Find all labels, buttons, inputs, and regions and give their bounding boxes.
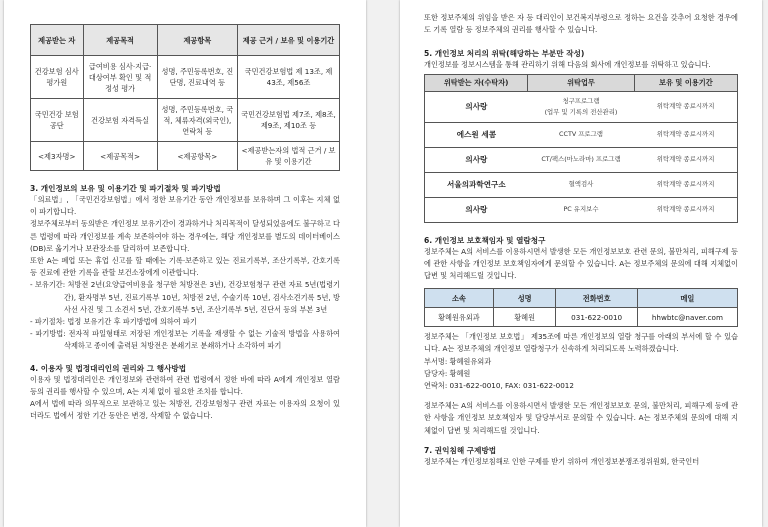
privacy-officer-table bbox=[424, 288, 738, 327]
table-header: 성명 bbox=[493, 289, 556, 308]
page-content bbox=[30, 24, 340, 422]
table-cell: 에스원 세콤 bbox=[425, 122, 528, 147]
table-row bbox=[425, 147, 738, 172]
paragraph: 이용자 및 법정대리인은 개인정보와 관련하여 관련 법령에서 정한 바에 따라 A에게 개인정보 열람 등의 권리를 행사할 수 있으며, A는 지체 없이 필요한 조치를 합니다. bbox=[30, 374, 340, 396]
table-cell: 위탁계약 종료시까지 bbox=[634, 197, 737, 222]
table-row bbox=[425, 308, 738, 327]
table-header: 제공항목 bbox=[157, 25, 237, 56]
paragraph: 또한 A는 폐업 또는 휴업 신고를 할 때에는 기록·보존하고 있는 진료기록부, 조산기록부, 간호기록 등 진료에 관한 기록을 관할 보건소장에게 이관합니다. bbox=[30, 256, 340, 278]
table-header: 위탁받는 자(수탁자) bbox=[425, 74, 528, 91]
table-cell: CCTV 프로그램 bbox=[528, 122, 634, 147]
table-cell: 국민건강 보험공단 bbox=[31, 99, 84, 142]
paragraph: 또한 정보주체의 위임을 받은 자 등 대리인이 보건복지부령으로 정하는 요건을 갖추어 요청한 경우에도 기록 열람 등 정보주체의 권리를 행사할 수 있습니다. bbox=[424, 13, 738, 35]
section-heading: 7. 권익침해 구제방법 bbox=[424, 445, 497, 455]
manager-line: 담당자: 황혜원 bbox=[424, 368, 471, 378]
section-heading: 4. 이용자 및 법정대리인의 권리와 그 행사방법 bbox=[30, 363, 187, 373]
table-cell: 의사랑 bbox=[425, 197, 528, 222]
table-row bbox=[31, 99, 340, 142]
table-cell: 위탁계약 종료시까지 bbox=[634, 172, 737, 197]
section-heading: 5. 개인정보 처리의 위탁(해당하는 부분만 작성) bbox=[424, 49, 585, 59]
table-header-row bbox=[31, 25, 340, 56]
table-row bbox=[31, 142, 340, 171]
table-cell: 국민건강보험법 제7조, 제8조, 제9조, 제10조 등 bbox=[238, 99, 340, 142]
paragraph: 정보주체는 A의 서비스를 이용하시면서 발생한 모든 개인정보보호 관련 문의, 불만처리, 피해구제 등에 관한 사항을 개인정보 보호책임자에게 문의할 수 있습니다. A는 정보주체의 문의에 대해 지체없이 답변 및 처리해드릴 것입니다. bbox=[424, 246, 738, 281]
table-cell: 위탁계약 종료시까지 bbox=[634, 91, 737, 122]
table-cell: 국민건강보험법 제 13조, 제43조, 제56조 bbox=[238, 56, 340, 99]
table-cell: CT/팩스(마노라마) 프로그램 bbox=[528, 147, 634, 172]
table-row bbox=[425, 91, 738, 122]
table-cell: 청구프로그램 (업무 및 기록의 전산관리) bbox=[528, 91, 634, 122]
table-cell: <제공목적> bbox=[83, 142, 157, 171]
table-header: 메일 bbox=[637, 289, 737, 308]
paragraph: 정보주체는 「개인정보 보호법」 제35조에 따른 개인정보의 열람 청구를 아래의 부서에 할 수 있습니다. A는 정보주체의 개인정보 열람청구가 신속하게 처리되도록 노력하겠습니다. bbox=[424, 332, 738, 354]
table-header-row bbox=[425, 289, 738, 308]
paragraph: A에서 법에 따라 의무적으로 보관하고 있는 처방전, 건강보험청구 관련 자료는 이용자의 요청이 있더라도 법에서 정한 기간 동안은 변경, 삭제할 수 없습니다. bbox=[30, 399, 340, 421]
table-cell: <제공항목> bbox=[157, 142, 237, 171]
document-page-right bbox=[400, 0, 762, 527]
retention-period-item: - 보유기간: 처방전 2년(요양급여비용을 청구한 처방전은 3년), 건강보험청구 관련 자료 5년(법령기간), 환자명부 5년, 진료기록부 10년, 처방전 2년, 수술기록 10년, 검사소견기록 5년, 방사선 사진 및 그 소견서 5년, 간호기록부 5년, 조산기록부 5년, 진단서 등의 부본 3년 bbox=[30, 280, 340, 314]
paragraph: 정보주체로부터 동의받은 개인정보 보유기간이 경과하거나 처리목적이 달성되었음에도 불구하고 다른 법령에 따라 개인정보를 계속 보존하여야 하는 경우에는, 해당 개인정보를 별도의 데이터베이스(DB)로 옮기거나 보관장소를 달리하여 보존합니다. bbox=[30, 219, 340, 253]
paragraph: 정보주체는 A의 서비스를 이용하시면서 발생한 모든 개인정보보호 문의, 불만처리, 피해구제 등에 관한 사항을 개인정보 보호책임자 및 담당부서로 문의할 수 있습니다. A는 정보주체의 문의에 대해 지체없이 답변 및 처리해드릴 것입니다. bbox=[424, 401, 738, 435]
table-row bbox=[425, 122, 738, 147]
paragraph: 개인정보를 정보시스템을 통해 관리하기 위해 다음의 회사에 개인정보를 위탁하고 있습니다. bbox=[424, 60, 711, 70]
table-cell: 서울의과학연구소 bbox=[425, 172, 528, 197]
table-cell: PC 유지보수 bbox=[528, 197, 634, 222]
table-cell: 건강보험 심사평가원 bbox=[31, 56, 84, 99]
document-page-left bbox=[4, 0, 366, 527]
table-row bbox=[425, 197, 738, 222]
table-header: 제공목적 bbox=[83, 25, 157, 56]
table-header-row bbox=[425, 74, 738, 91]
destruction-method-item: - 파기방법: 전자적 파일형태로 저장된 개인정보는 기록을 재생할 수 없는 기술적 방법을 사용하여 삭제하고 종이에 출력된 처방전은 분쇄기로 분쇄하거나 소각하여 파기 bbox=[30, 329, 340, 351]
table-header: 전화번호 bbox=[556, 289, 637, 308]
table-row bbox=[31, 56, 340, 99]
table-cell: 황혜원 bbox=[493, 308, 556, 327]
table-cell: 의사랑 bbox=[425, 91, 528, 122]
table-cell: 031-622-0010 bbox=[556, 308, 637, 327]
table-cell: 황혜원유외과 bbox=[425, 308, 494, 327]
table-header: 위탁업무 bbox=[528, 74, 634, 91]
table-header: 보유 및 이용기간 bbox=[634, 74, 737, 91]
outsourcing-table bbox=[424, 74, 738, 223]
table-cell: 위탁계약 종료시까지 bbox=[634, 122, 737, 147]
section-heading: 6. 개인정보 보호책임자 및 열람청구 bbox=[424, 235, 546, 245]
table-cell: <제3자명> bbox=[31, 142, 84, 171]
table-cell: 성명, 주민등록번호, 진단명, 진료내역 등 bbox=[157, 56, 237, 99]
section-heading: 3. 개인정보의 보유 및 이용기간 및 파기절차 및 파기방법 bbox=[30, 184, 221, 193]
table-header: 제공 근거 / 보유 및 이용기간 bbox=[238, 25, 340, 56]
email-cell: hhwbtc@naver.com bbox=[637, 308, 737, 327]
table-cell: 혈액검사 bbox=[528, 172, 634, 197]
paragraph: 「의료법」, 「국민건강보험법」에서 정한 보유기간 동안 개인정보를 보유하며 그 이후는 지체 없이 파기합니다. bbox=[30, 195, 340, 217]
table-cell: 위탁계약 종료시까지 bbox=[634, 147, 737, 172]
table-cell: 성명, 주민등록번호, 국적, 체류자격(외국인), 연락처 등 bbox=[157, 99, 237, 142]
destruction-procedure-item: - 파기절차: 법정 보유기간 후 파기방법에 의하여 파기 bbox=[30, 317, 197, 327]
table-row bbox=[425, 172, 738, 197]
table-header: 소속 bbox=[425, 289, 494, 308]
third-party-provision-table bbox=[30, 24, 340, 171]
table-cell: 건강보험 자격득실 bbox=[83, 99, 157, 142]
table-cell: <제공받는자의 법적 근거 / 보유 및 이용기간 bbox=[238, 142, 340, 171]
department-line: 부서명: 황혜원유외과 bbox=[424, 356, 492, 366]
table-cell: 의사랑 bbox=[425, 147, 528, 172]
paragraph: 정보주체는 개인정보침해로 인한 구제를 받기 위하여 개인정보분쟁조정위원회, 한국인터 bbox=[424, 456, 700, 466]
table-header: 제공받는 자 bbox=[31, 25, 84, 56]
contact-line: 연락처: 031-622-0010, FAX: 031-622-0012 bbox=[424, 381, 574, 391]
page-content bbox=[424, 12, 738, 468]
table-cell: 급여비용 심사·지급·대상여부 확인 및 적정성 평가 bbox=[83, 56, 157, 99]
